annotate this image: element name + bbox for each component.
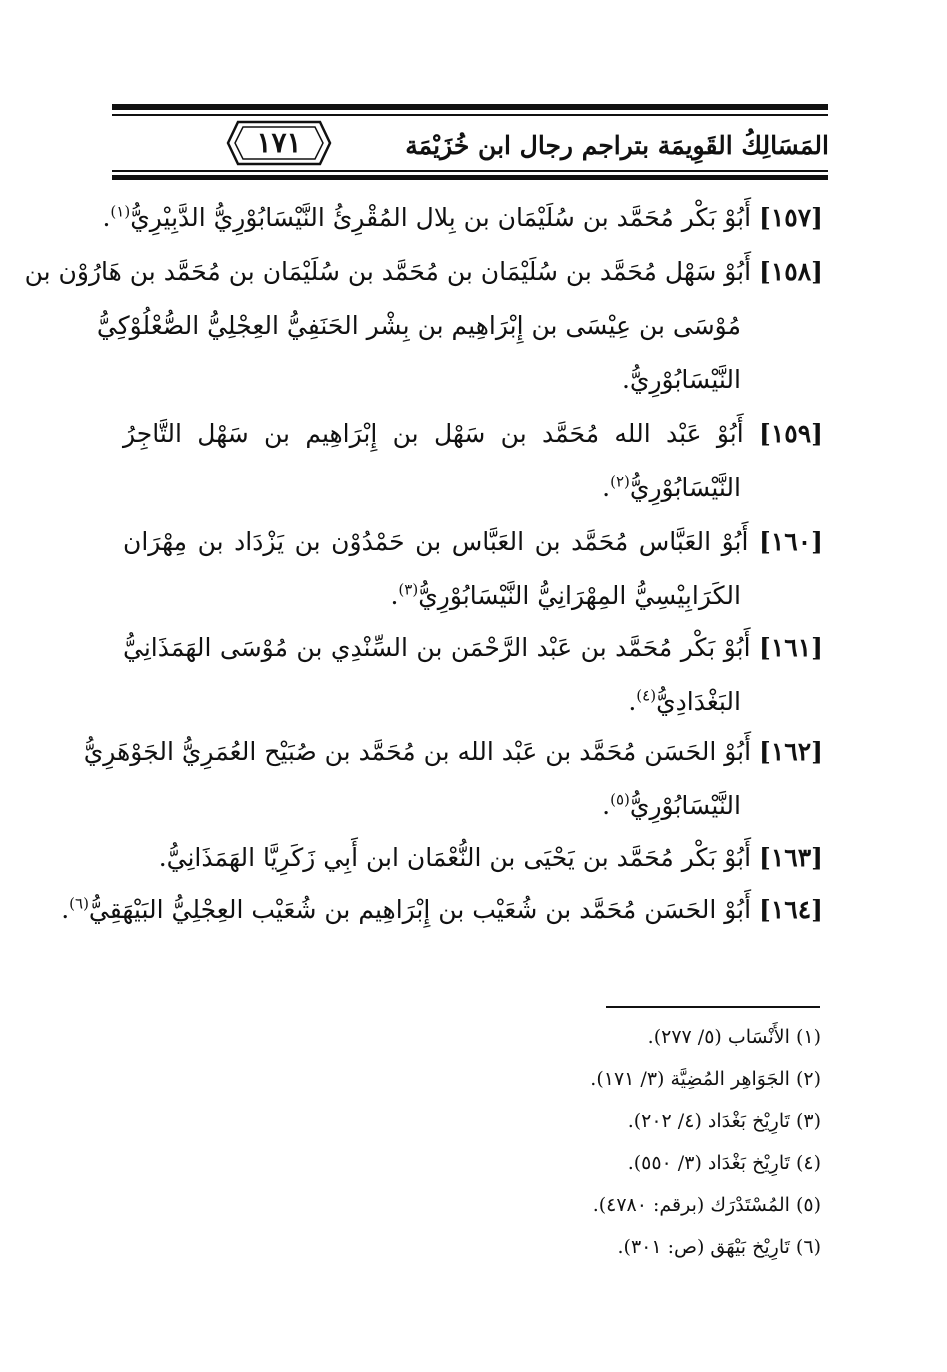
entry-text: أَبُوْ بَكْر مُحَمَّد بن عَبْد الرَّحْمَن بن السِّنْدِي بن مُوْسَى الهَمَذَانِيُّ [123,633,751,662]
entry-end: . [390,581,399,610]
entry-text: أَبُوْ العَبَّاس مُحَمَّد بن العَبَّاس بن حَمْدُوْن بن يَزْدَاد بن مِهْرَان [123,527,749,556]
entry-text: الكَرَابِيْسِيُّ المِهْرَانِيُّ النَّيْسَابُوْرِيُّ [418,581,741,610]
entry-text: النَّيْسَابُوْرِيُّ [629,473,741,502]
footnote-3: (٣) تَارِيْخ بَغْدَاد (٤/ ٢٠٢). [627,1110,821,1132]
entry-text: أَبُوْ عَبْد الله مُحَمَّد بن سَهْل بن إِبْرَاهِيم بن سَهْل التَّاجِرُ [123,419,744,448]
entry-number: [١٦١] [759,633,823,662]
page-number-ornament [226,118,332,168]
entry-line [123,676,741,728]
page-number: ١٧١ [256,126,302,159]
entry-number: [١٥٨] [759,257,823,286]
header-rule-top-thin [112,114,828,116]
entry-number: [١٥٧] [759,203,823,232]
entry-line [123,354,741,406]
entry-number: [١٦٠] [759,527,824,556]
entry-line [102,192,823,244]
entry-number: [١٥٩] [759,419,823,448]
entry-text: أَبُوْ الحَسَن مُحَمَّد بن عَبْد الله بن مُحَمَّد بن صُبَيْح العُمَرِيُّ الجَوْهَرِيُّ [83,737,752,766]
entry-text: أَبُوْ بَكْر مُحَمَّد بن سُلَيْمَان بن بِلال المُقْرِئُ النَّيْسَابُوْرِيُّ الدَّبِيْرِيُّ [130,203,752,232]
entry-end: . [102,203,111,232]
entry-line [24,246,823,298]
footnote-4: (٤) تَارِيْخ بَغْدَاد (٣/ ٥٥٠). [627,1152,821,1174]
footnote-ref[interactable]: (٢) [610,472,630,491]
entry-line [123,832,823,884]
entry-line [96,300,741,352]
entry-line [83,726,823,778]
entry-number: [١٦٤] [759,895,823,924]
footnote-ref[interactable]: (١) [110,202,131,221]
entry-line [123,516,823,568]
entry-number: [١٦٣] [759,843,823,872]
entry-end: . [628,687,637,716]
header-rule-top-thick [112,104,828,110]
entry-line [123,622,823,674]
entry-text: أَبُوْ بَكْر مُحَمَّد بن يَحْيَى بن النُّعْمَان ابن أَبِي زَكَرِيَّا الهَمَذَانِيُّ. [158,843,752,872]
entry-end: . [61,895,70,924]
footnote-ref[interactable]: (٤) [636,686,657,705]
entry-text: أَبُوْ سَهْل مُحَمَّد بن سُلَيْمَان بن مُحَمَّد بن سُلَيْمَان بن مُحَمَّد بن هَارُوْن بن [24,257,752,286]
running-title: المَسَالِكُ القَوِيمَة بتراجم رجال ابن خُزَيْمَة [405,131,829,160]
entry-line [123,570,741,622]
footnote-5: (٥) المُسْتَدْرَك (برقم: ٤٧٨٠). [592,1194,821,1216]
entry-line [123,462,741,514]
entry-text: النَّيْسَابُوْرِيُّ. [621,365,741,394]
entry-text: النَّيْسَابُوْرِيُّ [629,791,741,820]
footnote-6: (٦) تَارِيْخ بَيْهَق (ص: ٣٠١). [617,1236,821,1258]
footnote-ref[interactable]: (٣) [398,580,419,599]
entry-end: . [602,791,611,820]
entry-line [61,884,823,936]
footnote-2: (٢) الجَوَاهِر المُضِيَّة (٣/ ١٧١). [590,1068,821,1090]
entry-text: البَغْدَادِيُّ [656,687,741,716]
footnote-separator [606,1006,820,1008]
entry-text: أَبُوْ الحَسَن مُحَمَّد بن شُعَيْب بن إِبْرَاهِيم بن شُعَيْب العِجْلِيُّ البَيْهَقِيُّ [88,895,752,924]
entry-end: . [602,473,611,502]
footnote-ref[interactable]: (٦) [69,894,89,913]
footnote-ref[interactable]: (٥) [610,790,630,809]
header-rule-bottom-thin [112,170,828,172]
footnote-1: (١) الأَنْسَاب (٥/ ٢٧٧). [647,1026,821,1048]
entry-text: مُوْسَى بن عِيْسَى بن إِبْرَاهِيم بن بِشْر الحَنَفِيُّ العِجْلِيُّ الصُّعْلُوْكِيُّ [96,311,741,340]
entry-line [123,780,741,832]
header-rule-bottom-thick [112,175,828,180]
entry-number: [١٦٢] [759,737,823,766]
entry-line [123,408,823,460]
